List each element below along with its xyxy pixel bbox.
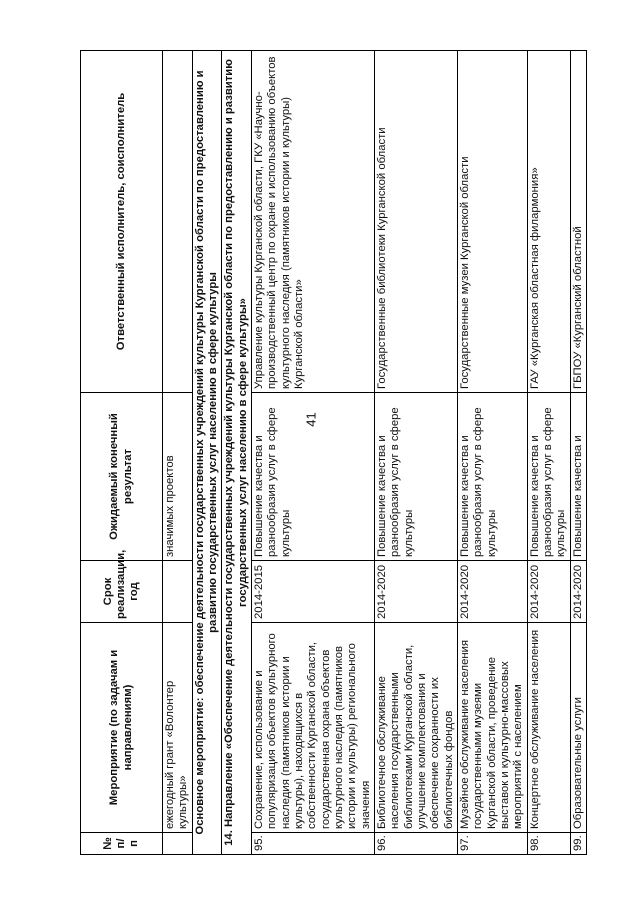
header-activity: Мероприятие (по задачам и направлениям) <box>81 623 163 833</box>
row-result: Повышение качества и разнообразия услуг в сфере культуры <box>251 393 374 561</box>
row-activity: Музейное обслуживание населения государственными музеями Курганской области, проведение выставок и культурно-массовых мероприятий с населением <box>457 623 527 833</box>
header-num: № п/п <box>81 833 163 855</box>
rotated-page <box>80 50 600 855</box>
row-period: 2014-2020 <box>527 561 570 623</box>
table-row <box>251 51 374 855</box>
row-num: 96. <box>374 833 457 855</box>
row-executor: ГАУ «Курганская областная филармония» <box>527 51 570 393</box>
header-executor: Ответственный исполнитель, соисполнитель <box>81 51 163 393</box>
row-num: 99. <box>570 833 586 855</box>
carry-period <box>163 561 193 623</box>
direction-heading: 14. Направление «Обеспечение деятельности государственных учреждений культуры Курганской области по предоставлению и развитию государственных услуг населению в сфере культуры» <box>222 51 252 855</box>
carry-executor <box>163 51 193 393</box>
row-result: Повышение качества и разнообразия услуг в сфере культуры <box>527 393 570 561</box>
table-row <box>457 51 527 855</box>
row-period: 2014-2015 <box>251 561 374 623</box>
table-row <box>570 51 586 855</box>
row-executor: Государственные музеи Курганской области <box>457 51 527 393</box>
table-row <box>374 51 457 855</box>
header-period: Срок реализации, год <box>81 561 163 623</box>
row-num: 97. <box>457 833 527 855</box>
row-executor: ГБПОУ «Курганский областной <box>570 51 586 393</box>
row-period: 2014-2020 <box>457 561 527 623</box>
carry-num <box>163 833 193 855</box>
row-activity: Образовательные услуги <box>570 623 586 833</box>
row-activity: Сохранение, использование и популяризация объектов культурного наследия (памятников истории и культуры), находящихся в собственности Курганской области, государственная охрана объектов культурного наследия (памятников истории и культуры) регионального значения <box>251 623 374 833</box>
direction-row <box>222 51 252 855</box>
row-activity: Концертное обслуживание населения <box>527 623 570 833</box>
header-result: Ожидаемый конечный результат <box>81 393 163 561</box>
row-period: 2014-2020 <box>570 561 586 623</box>
carry-activity: ежегодный грант «Волонтер культуры» <box>163 623 193 833</box>
row-num: 95. <box>251 833 374 855</box>
activities-table <box>80 50 587 855</box>
table-header-row <box>81 51 163 855</box>
row-result: Повышение качества и разнообразия услуг в сфере культуры <box>374 393 457 561</box>
row-result: Повышение качества и <box>570 393 586 561</box>
row-period: 2014-2020 <box>374 561 457 623</box>
row-result: Повышение качества и разнообразия услуг в сфере культуры <box>457 393 527 561</box>
main-activity-row <box>192 51 222 855</box>
carry-result: значимых проектов <box>163 393 193 561</box>
main-activity-heading: Основное мероприятие: обеспечение деятельности государственных учреждений культуры Курганской области по предоставлению и развитию государственных услуг населению в сфере культуры <box>192 51 222 855</box>
table-row <box>527 51 570 855</box>
carry-over-row <box>163 51 193 855</box>
row-executor: Управление культуры Курганской области, ГКУ «Научно-производственный центр по охране и использованию объектов культурного наследия (памятников истории и культуры) Курганской области» <box>251 51 374 393</box>
row-num: 98. <box>527 833 570 855</box>
page-number: 41 <box>303 412 319 427</box>
row-executor: Государственные библиотеки Курганской области <box>374 51 457 393</box>
row-activity: Библиотечное обслуживание населения государственными библиотеками Курганской области, улучшение комплектования и обеспечение сохранности их библиотечных фондов <box>374 623 457 833</box>
